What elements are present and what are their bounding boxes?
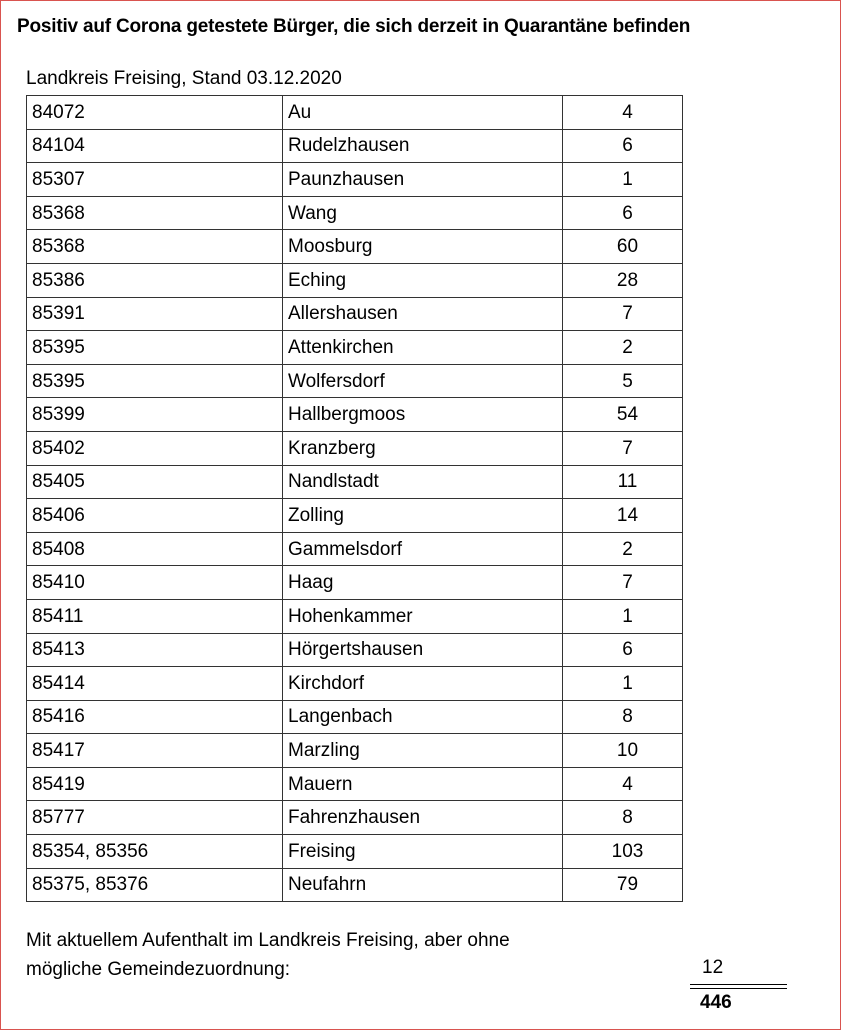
count-cell: 14 bbox=[563, 499, 683, 533]
table-row bbox=[27, 868, 683, 902]
postal-code-cell: 85375, 85376 bbox=[27, 868, 283, 902]
table-row bbox=[27, 499, 683, 533]
count-cell: 8 bbox=[563, 801, 683, 835]
postal-code-cell: 85399 bbox=[27, 398, 283, 432]
postal-code-cell: 85386 bbox=[27, 263, 283, 297]
document-title: Positiv auf Corona getestete Bürger, die sich derzeit in Quarantäne befinden bbox=[17, 16, 691, 37]
count-cell: 6 bbox=[563, 633, 683, 667]
table-row bbox=[27, 532, 683, 566]
municipality-cell: Moosburg bbox=[283, 230, 563, 264]
postal-code-cell: 85417 bbox=[27, 734, 283, 768]
postal-code-cell: 84072 bbox=[27, 96, 283, 130]
table-row bbox=[27, 734, 683, 768]
postal-code-cell: 85391 bbox=[27, 297, 283, 331]
sum-rule-bottom bbox=[690, 988, 787, 989]
postal-code-cell: 85416 bbox=[27, 700, 283, 734]
postal-code-cell: 84104 bbox=[27, 129, 283, 163]
table-row bbox=[27, 331, 683, 365]
table-row bbox=[27, 230, 683, 264]
postal-code-cell: 85414 bbox=[27, 667, 283, 701]
count-cell: 1 bbox=[563, 599, 683, 633]
count-cell: 11 bbox=[563, 465, 683, 499]
count-cell: 6 bbox=[563, 129, 683, 163]
count-cell: 1 bbox=[563, 163, 683, 197]
municipality-cell: Langenbach bbox=[283, 700, 563, 734]
count-cell: 28 bbox=[563, 263, 683, 297]
table-row bbox=[27, 566, 683, 600]
municipality-cell: Hallbergmoos bbox=[283, 398, 563, 432]
count-cell: 54 bbox=[563, 398, 683, 432]
table-row bbox=[27, 700, 683, 734]
table-row bbox=[27, 196, 683, 230]
count-cell: 60 bbox=[563, 230, 683, 264]
municipality-cell: Allershausen bbox=[283, 297, 563, 331]
table-row bbox=[27, 163, 683, 197]
postal-code-cell: 85410 bbox=[27, 566, 283, 600]
table-row bbox=[27, 667, 683, 701]
footnote-line-2: mögliche Gemeindezuordnung: bbox=[26, 959, 291, 980]
count-cell: 79 bbox=[563, 868, 683, 902]
count-cell: 4 bbox=[563, 96, 683, 130]
count-cell: 6 bbox=[563, 196, 683, 230]
municipality-cell: Freising bbox=[283, 835, 563, 869]
total-count: 446 bbox=[700, 992, 732, 1013]
table-row bbox=[27, 633, 683, 667]
table-row bbox=[27, 599, 683, 633]
table-row bbox=[27, 297, 683, 331]
count-cell: 1 bbox=[563, 667, 683, 701]
municipality-cell: Kirchdorf bbox=[283, 667, 563, 701]
count-cell: 7 bbox=[563, 297, 683, 331]
count-cell: 10 bbox=[563, 734, 683, 768]
table-body bbox=[27, 96, 683, 902]
sum-rule-top bbox=[690, 984, 787, 985]
table-row bbox=[27, 801, 683, 835]
municipality-cell: Rudelzhausen bbox=[283, 129, 563, 163]
postal-code-cell: 85408 bbox=[27, 532, 283, 566]
postal-code-cell: 85411 bbox=[27, 599, 283, 633]
count-cell: 2 bbox=[563, 532, 683, 566]
quarantine-table bbox=[26, 95, 683, 902]
municipality-cell: Zolling bbox=[283, 499, 563, 533]
postal-code-cell: 85406 bbox=[27, 499, 283, 533]
table-row bbox=[27, 96, 683, 130]
table-row bbox=[27, 398, 683, 432]
municipality-cell: Attenkirchen bbox=[283, 331, 563, 365]
postal-code-cell: 85402 bbox=[27, 431, 283, 465]
municipality-cell: Haag bbox=[283, 566, 563, 600]
postal-code-cell: 85368 bbox=[27, 196, 283, 230]
municipality-cell: Marzling bbox=[283, 734, 563, 768]
count-cell: 7 bbox=[563, 431, 683, 465]
footnote bbox=[26, 926, 510, 984]
count-cell: 2 bbox=[563, 331, 683, 365]
municipality-cell: Au bbox=[283, 96, 563, 130]
table-row bbox=[27, 431, 683, 465]
table-row bbox=[27, 767, 683, 801]
municipality-cell: Neufahrn bbox=[283, 868, 563, 902]
table-row bbox=[27, 465, 683, 499]
municipality-cell: Wolfersdorf bbox=[283, 364, 563, 398]
postal-code-cell: 85413 bbox=[27, 633, 283, 667]
postal-code-cell: 85395 bbox=[27, 364, 283, 398]
municipality-cell: Hohenkammer bbox=[283, 599, 563, 633]
postal-code-cell: 85354, 85356 bbox=[27, 835, 283, 869]
municipality-cell: Nandlstadt bbox=[283, 465, 563, 499]
municipality-cell: Eching bbox=[283, 263, 563, 297]
municipality-cell: Paunzhausen bbox=[283, 163, 563, 197]
municipality-cell: Hörgertshausen bbox=[283, 633, 563, 667]
count-cell: 5 bbox=[563, 364, 683, 398]
document-subtitle: Landkreis Freising, Stand 03.12.2020 bbox=[26, 68, 342, 89]
postal-code-cell: 85307 bbox=[27, 163, 283, 197]
postal-code-cell: 85419 bbox=[27, 767, 283, 801]
municipality-cell: Kranzberg bbox=[283, 431, 563, 465]
postal-code-cell: 85368 bbox=[27, 230, 283, 264]
municipality-cell: Wang bbox=[283, 196, 563, 230]
footnote-line-1: Mit aktuellem Aufenthalt im Landkreis Freising, aber ohne bbox=[26, 930, 510, 951]
count-cell: 7 bbox=[563, 566, 683, 600]
postal-code-cell: 85777 bbox=[27, 801, 283, 835]
count-cell: 103 bbox=[563, 835, 683, 869]
municipality-cell: Fahrenzhausen bbox=[283, 801, 563, 835]
municipality-cell: Mauern bbox=[283, 767, 563, 801]
count-cell: 4 bbox=[563, 767, 683, 801]
table-row bbox=[27, 129, 683, 163]
postal-code-cell: 85405 bbox=[27, 465, 283, 499]
unassigned-count: 12 bbox=[702, 957, 724, 978]
table-row bbox=[27, 263, 683, 297]
table-row bbox=[27, 835, 683, 869]
count-cell: 8 bbox=[563, 700, 683, 734]
postal-code-cell: 85395 bbox=[27, 331, 283, 365]
table-row bbox=[27, 364, 683, 398]
municipality-cell: Gammelsdorf bbox=[283, 532, 563, 566]
